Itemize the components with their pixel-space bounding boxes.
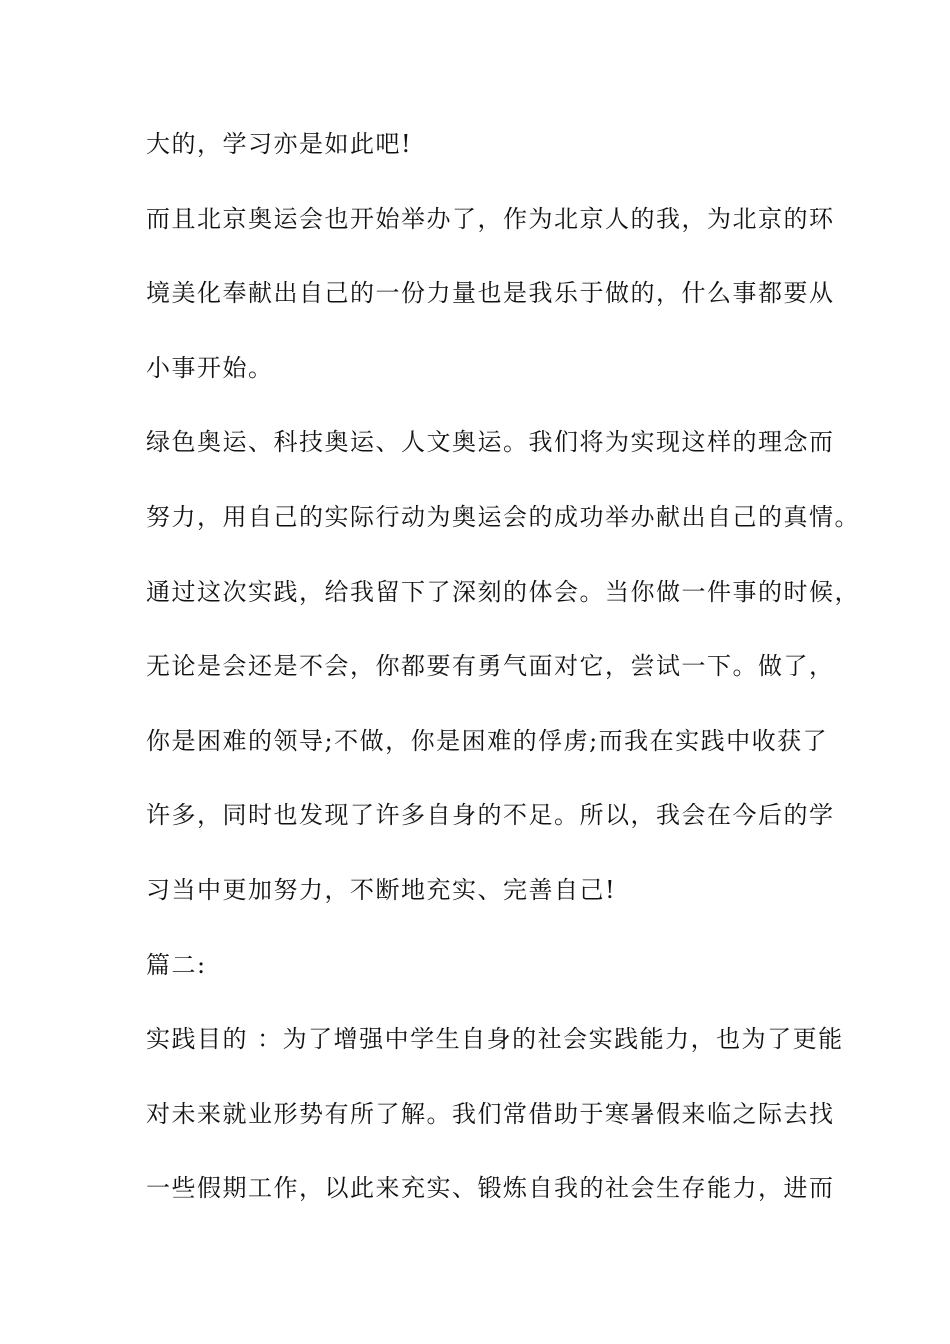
text-line-14: 对未来就业形势有所了解。我们常借助于寒暑假来临之际去找	[146, 1099, 835, 1128]
text-line-8: 无论是会还是不会，你都要有勇气面对它，尝试一下。做了，	[146, 652, 835, 681]
text-line-1: 大的，学习亦是如此吧!	[146, 130, 413, 158]
text-line-9: 你是困难的领导;不做，你是困难的俘虏;而我在实践中收获了	[146, 726, 829, 755]
text-line-13: 实践目的 ：为了增强中学生自身的社会实践能力，也为了更能	[146, 1025, 844, 1054]
text-line-11: 习当中更加努力，不断地充实、完善自己!	[146, 875, 617, 904]
text-line-10: 许多，同时也发现了许多自身的不足。所以，我会在今后的学	[146, 801, 835, 830]
text-line-6: 努力，用自己的实际行动为奥运会的成功举办献出自己的真情。	[146, 502, 860, 531]
text-line-4: 小事开始。	[146, 353, 274, 382]
text-line-2: 而且北京奥运会也开始举办了，作为北京人的我，为北京的环	[146, 204, 835, 233]
document-body	[146, 130, 860, 1251]
text-line-5: 绿色奥运、科技奥运、人文奥运。我们将为实现这样的理念而	[146, 428, 835, 457]
text-line-15: 一些假期工作，以此来充实、锻炼自我的社会生存能力，进而	[146, 1174, 835, 1203]
text-line-3: 境美化奉献出自己的一份力量也是我乐于做的，什么事都要从	[146, 279, 835, 308]
text-line-7: 通过这次实践，给我留下了深刻的体会。当你做一件事的时候，	[146, 577, 860, 606]
section-heading: 篇二:	[146, 950, 207, 979]
